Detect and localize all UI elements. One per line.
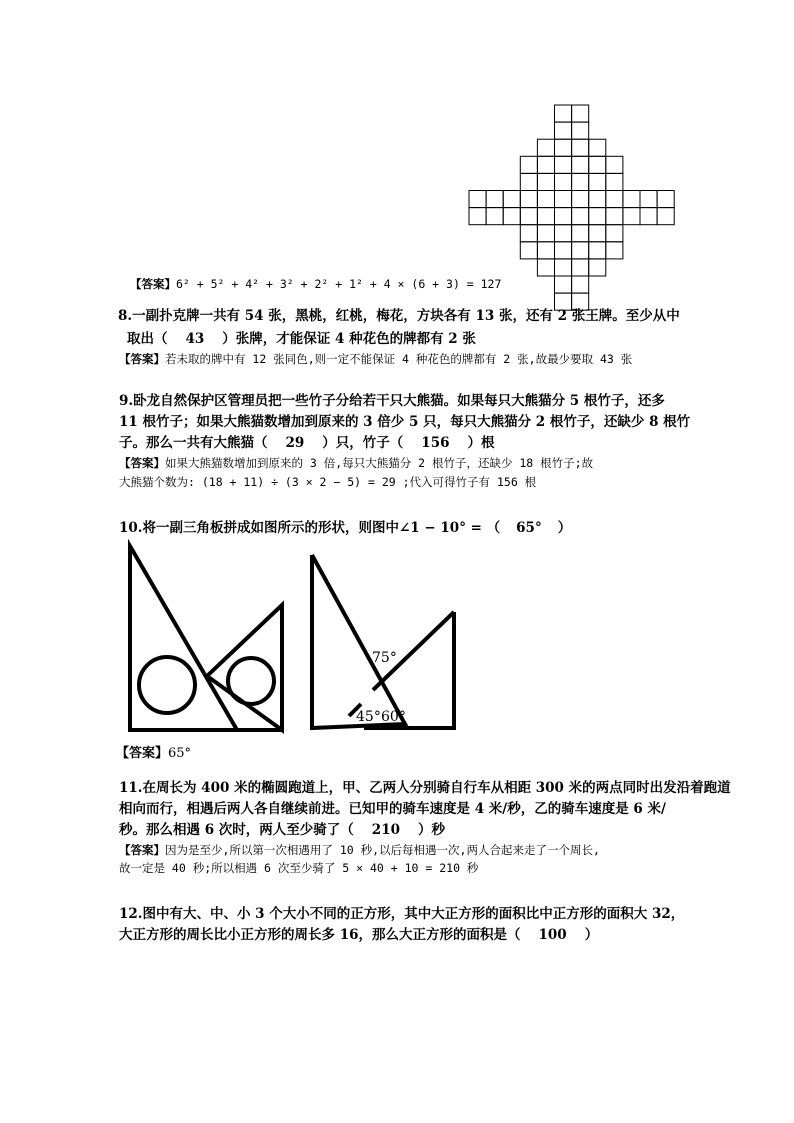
q10-text-a: 10.将一副三角板拼成如图所示的形状，则图中∠1 − 10° = （ xyxy=(119,520,501,536)
q10-blank: 65° xyxy=(516,520,542,536)
q11-text-a: 秒。那么相遇 6 次时，两人至少骑了（ xyxy=(119,822,354,838)
q11-line3 xyxy=(119,818,445,838)
q9-answer-line2: 大熊猫个数为: (18 + 11) ÷ (3 × 2 − 5) = 29 ;代入可得竹子有 156 根 xyxy=(119,475,537,489)
answer-label: 【答案】 xyxy=(130,277,176,291)
q10-text-b: ） xyxy=(557,520,572,536)
q11-answer-line2: 故一定是 40 秒;所以相遇 6 次至少骑了 5 × 40 + 10 = 210 秒 xyxy=(119,861,479,875)
q8-text-b: ）张牌，才能保证 4 种花色的牌都有 2 张 xyxy=(222,331,476,347)
q11-text-b: ）秒 xyxy=(417,822,445,838)
angle-75-label: 75° xyxy=(372,650,397,666)
angle-45-label: 45° xyxy=(356,709,381,725)
q12-line1: 12.图中有大、中、小 3 个大小不同的正方形，其中大正方形的面积比中正方形的面积大 32， xyxy=(119,906,685,922)
q11-answer-text1: 因为是至少,所以第一次相遇用了 10 秒,以后每相遇一次,两人合起来走了一个周长, xyxy=(165,843,600,857)
q7-answer-formula: 6² + 5² + 4² + 3² + 2² + 1² + 4 × (6 + 3) = 127 xyxy=(176,277,502,291)
q9-text-c: ）根 xyxy=(467,435,495,451)
q11-blank: 210 xyxy=(371,822,400,838)
q8-text-a: 取出（ xyxy=(127,331,168,347)
q12-text-b: ） xyxy=(584,927,599,943)
q10-answer-text: 65° xyxy=(168,746,192,761)
q12-blank: 100 xyxy=(538,927,567,943)
q8-answer-text: 若未取的牌中有 12 张同色,则一定不能保证 4 种花色的牌都有 2 张,故最少要取 43 张 xyxy=(165,352,633,366)
right-45-triangle xyxy=(312,555,405,728)
q8-blank: 43 xyxy=(185,331,205,347)
angle-60-label: 60° xyxy=(381,709,406,725)
left-circle-small xyxy=(228,658,274,704)
q9-blank-pandas: 29 xyxy=(285,435,305,451)
q8-line1: 8.一副扑克牌一共有 54 张，黑桃，红桃，梅花，方块各有 13 张，还有 2 张王牌。至少从中 xyxy=(118,308,680,324)
q12-text-a: 大正方形的周长比小正方形的周长多 16，那么大正方形的面积是（ xyxy=(119,927,521,943)
answer-label: 【答案】 xyxy=(119,456,165,470)
q12-line2 xyxy=(119,923,598,943)
q11-line1: 11.在周长为 400 米的椭圆跑道上，甲、乙两人分别骑自行车从相距 300 米的两点同时出发沿着跑道 xyxy=(119,780,731,796)
q9-blank-bamboo: 156 xyxy=(421,435,450,451)
q9-answer-text1: 如果大熊猫数增加到原来的 3 倍,每只大熊猫分 2 根竹子，还缺少 18 根竹子;故 xyxy=(165,456,594,470)
answer-label: 【答案】 xyxy=(116,746,169,761)
left-circle-big xyxy=(139,657,195,713)
q9-line1: 9.卧龙自然保护区管理员把一些竹子分给若干只大熊猫。如果每只大熊猫分 5 根竹子，还多 xyxy=(119,393,665,409)
q9-line2: 11 根竹子；如果大熊猫数增加到原来的 3 倍少 5 只，每只大熊猫分 2 根竹子，还缺少 8 根竹 xyxy=(119,414,691,430)
answer-label: 【答案】 xyxy=(119,352,165,366)
q10-answer xyxy=(116,742,191,761)
q11-line2: 相向而行，相遇后两人各自继续前进。已知甲的骑车速度是 4 米/秒，乙的骑车速度是 6 米/ xyxy=(119,801,666,817)
q11-answer-line1 xyxy=(119,842,600,858)
q9-text-a: 子。那么一共有大熊猫（ xyxy=(119,435,268,451)
answer-label: 【答案】 xyxy=(119,843,165,857)
q9-text-b: ）只，竹子（ xyxy=(322,435,404,451)
